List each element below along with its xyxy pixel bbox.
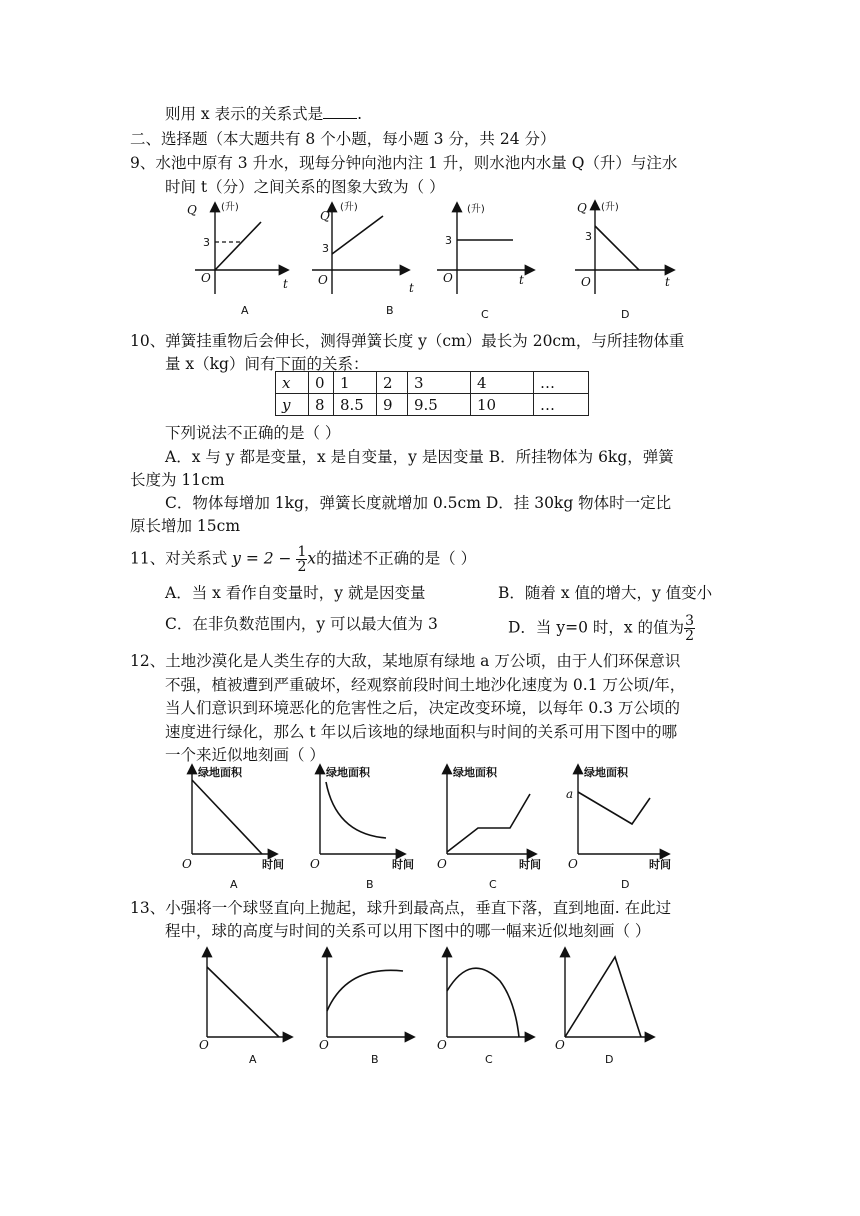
q13-graphs xyxy=(195,945,675,1070)
table-cell: … xyxy=(534,372,589,394)
table-cell: 9 xyxy=(377,394,408,416)
q9a-xaxis: t xyxy=(283,277,288,291)
fraction-denominator: 2 xyxy=(297,559,307,575)
q8-text: 则用 x 表示的关系式是 xyxy=(165,105,324,123)
q13-line1: 13、小强将一个球竖直向上抛起，球升到最高点，垂直下落，直到地面. 在此过 xyxy=(130,899,672,917)
table-cell: 1 xyxy=(334,372,377,394)
q9-graph-c xyxy=(437,202,533,321)
q9b-origin: O xyxy=(318,273,328,287)
q12-graph-c xyxy=(437,765,541,891)
table-row xyxy=(276,394,589,416)
q13d-origin: O xyxy=(555,1038,565,1052)
q11-suffix: 的描述不正确的是（ ） xyxy=(316,549,477,568)
q11-variable: x xyxy=(307,549,317,568)
table-row xyxy=(276,372,589,394)
q13d-label: D xyxy=(605,1053,614,1066)
q12a-xaxis: 时间 xyxy=(262,858,284,871)
q12c-xaxis: 时间 xyxy=(519,858,541,871)
q12a-label: A xyxy=(230,878,238,891)
q11-equation: y = 2 − xyxy=(232,549,292,568)
q12d-label: D xyxy=(621,878,630,891)
q12d-xaxis: 时间 xyxy=(649,858,671,871)
q9b-label: B xyxy=(386,304,394,317)
table-cell: x xyxy=(276,372,309,394)
table-cell: 8 xyxy=(309,394,334,416)
q11-option-d xyxy=(508,614,695,643)
q9a-yaxis: Q xyxy=(187,203,197,217)
q13a-origin: O xyxy=(199,1038,209,1052)
q11-fraction xyxy=(296,545,307,574)
q12b-yaxis: 绿地面积 xyxy=(326,766,370,779)
q13-line2: 程中，球的高度与时间的关系可以用下图中的哪一幅来近似地刻画（ ） xyxy=(165,922,651,940)
q13c-origin: O xyxy=(437,1038,447,1052)
q12d-a: a xyxy=(566,787,574,801)
answer-blank xyxy=(323,104,357,119)
q10-option-ab: A．x 与 y 都是变量，x 是自变量，y 是因变量 B．所挂物体为 6kg，弹簧 xyxy=(165,448,674,466)
q9a-unit: (升) xyxy=(221,202,239,213)
q9c-origin: O xyxy=(443,271,453,285)
q12d-yaxis: 绿地面积 xyxy=(584,766,628,779)
q10-option-d-cont: 原长增加 15cm xyxy=(130,517,241,535)
q12-graph-b xyxy=(310,765,414,891)
q13-graph-c xyxy=(437,949,533,1066)
table-cell: y xyxy=(276,394,309,416)
q10-table xyxy=(275,371,589,416)
q12-graph-a xyxy=(182,765,284,891)
q11-prefix: 11、对关系式 xyxy=(130,549,228,568)
q9c-xaxis: t xyxy=(519,273,524,287)
q12-line4: 速度进行绿化，那么 t 年以后该地的绿地面积与时间的关系可用下图中的哪 xyxy=(165,723,678,741)
table-cell: 0 xyxy=(309,372,334,394)
q9a-label: A xyxy=(241,304,249,317)
q12-line3: 当人们意识到环境恶化的危害性之后，决定改变环境，以每年 0.3 万公顷的 xyxy=(165,699,681,717)
q11-option-c: C．在非负数范围内，y 可以最大值为 3 xyxy=(165,615,438,633)
q9c-label: C xyxy=(481,308,489,321)
table-cell: 4 xyxy=(471,372,534,394)
q10-line2: 量 x（kg）间有下面的关系： xyxy=(165,355,369,373)
q9-line2: 时间 t（分）之间关系的图象大致为（ ） xyxy=(165,178,445,196)
q9c-unit: (升) xyxy=(467,204,485,215)
q9d-three: 3 xyxy=(585,230,592,243)
q13c-label: C xyxy=(485,1053,493,1066)
q13-graph-a xyxy=(199,949,291,1066)
q11-line1 xyxy=(130,545,476,574)
q9a-three: 3 xyxy=(203,236,210,249)
q12-graph-d xyxy=(566,765,671,891)
q13a-label: A xyxy=(249,1053,257,1066)
q13b-origin: O xyxy=(319,1038,329,1052)
q12a-origin: O xyxy=(182,857,192,871)
q12d-origin: O xyxy=(568,857,578,871)
q9d-unit: (升) xyxy=(601,202,619,213)
table-cell: 8.5 xyxy=(334,394,377,416)
table-cell: 3 xyxy=(408,372,471,394)
q9d-label: D xyxy=(621,308,630,321)
q12c-yaxis: 绿地面积 xyxy=(453,766,497,779)
q13b-label: B xyxy=(371,1053,379,1066)
q10-line3: 下列说法不正确的是（ ） xyxy=(165,424,341,442)
q12b-label: B xyxy=(366,878,374,891)
q13-graph-b xyxy=(319,949,413,1066)
section-title: 二、选择题（本大题共有 8 个小题，每小题 3 分，共 24 分） xyxy=(130,130,556,148)
q9-graphs xyxy=(175,198,755,324)
q12-graphs xyxy=(180,762,680,894)
q9-graph-b xyxy=(312,200,414,317)
q9a-origin: O xyxy=(201,271,211,285)
q12a-yaxis: 绿地面积 xyxy=(198,766,242,779)
q9b-three: 3 xyxy=(322,242,329,255)
q9b-xaxis: t xyxy=(409,281,414,295)
q11-option-a: A．当 x 看作自变量时，y 就是因变量 xyxy=(165,584,426,602)
q12b-origin: O xyxy=(310,857,320,871)
q11-option-d-text: D．当 y=0 时，x 的值为 xyxy=(508,618,685,637)
q9d-origin: O xyxy=(581,275,591,289)
q12-line2: 不强，植被遭到严重破坏，经观察前段时间土地沙化速度为 0.1 万公顷/年， xyxy=(165,676,686,694)
fraction-numerator: 3 xyxy=(685,613,694,629)
q9b-unit: (升) xyxy=(340,202,358,213)
table-cell: 9.5 xyxy=(408,394,471,416)
q12-line5: 一个来近似地刻画（ ） xyxy=(165,746,325,764)
q9b-yaxis: Q xyxy=(320,209,330,223)
table-cell: 10 xyxy=(471,394,534,416)
table-cell: … xyxy=(534,394,589,416)
q9-line1: 9、水池中原有 3 升水，现每分钟向池内注 1 升，则水池内水量 Q（升）与注水 xyxy=(130,154,678,172)
q10-option-b-cont: 长度为 11cm xyxy=(130,471,225,489)
fraction-denominator: 2 xyxy=(685,628,694,644)
table-cell: 2 xyxy=(377,372,408,394)
fraction-numerator: 1 xyxy=(297,544,307,560)
q11-option-b: B．随着 x 值的增大，y 值变小 xyxy=(498,584,713,602)
q10-option-cd: C．物体每增加 1kg，弹簧长度就增加 0.5cm D．挂 30kg 物体时一定比 xyxy=(165,494,672,512)
q9c-three: 3 xyxy=(445,234,452,247)
q12-line1: 12、土地沙漠化是人类生存的大敌，某地原有绿地 a 万公顷，由于人们环保意识 xyxy=(130,652,681,670)
q9-graph-a xyxy=(187,200,288,317)
q8-continuation xyxy=(165,104,362,124)
q9d-xaxis: t xyxy=(665,275,670,289)
q9d-yaxis: Q xyxy=(577,201,587,215)
q13-graph-d xyxy=(555,949,653,1066)
q10-line1: 10、弹簧挂重物后会伸长，测得弹簧长度 y（cm）最长为 20cm，与所挂物体重 xyxy=(130,332,685,350)
q9-graph-d xyxy=(575,200,673,321)
q12c-origin: O xyxy=(437,857,447,871)
q12c-label: C xyxy=(489,878,497,891)
q12b-xaxis: 时间 xyxy=(392,858,414,871)
q8-period: . xyxy=(357,105,363,123)
q11-option-d-fraction xyxy=(684,614,695,643)
